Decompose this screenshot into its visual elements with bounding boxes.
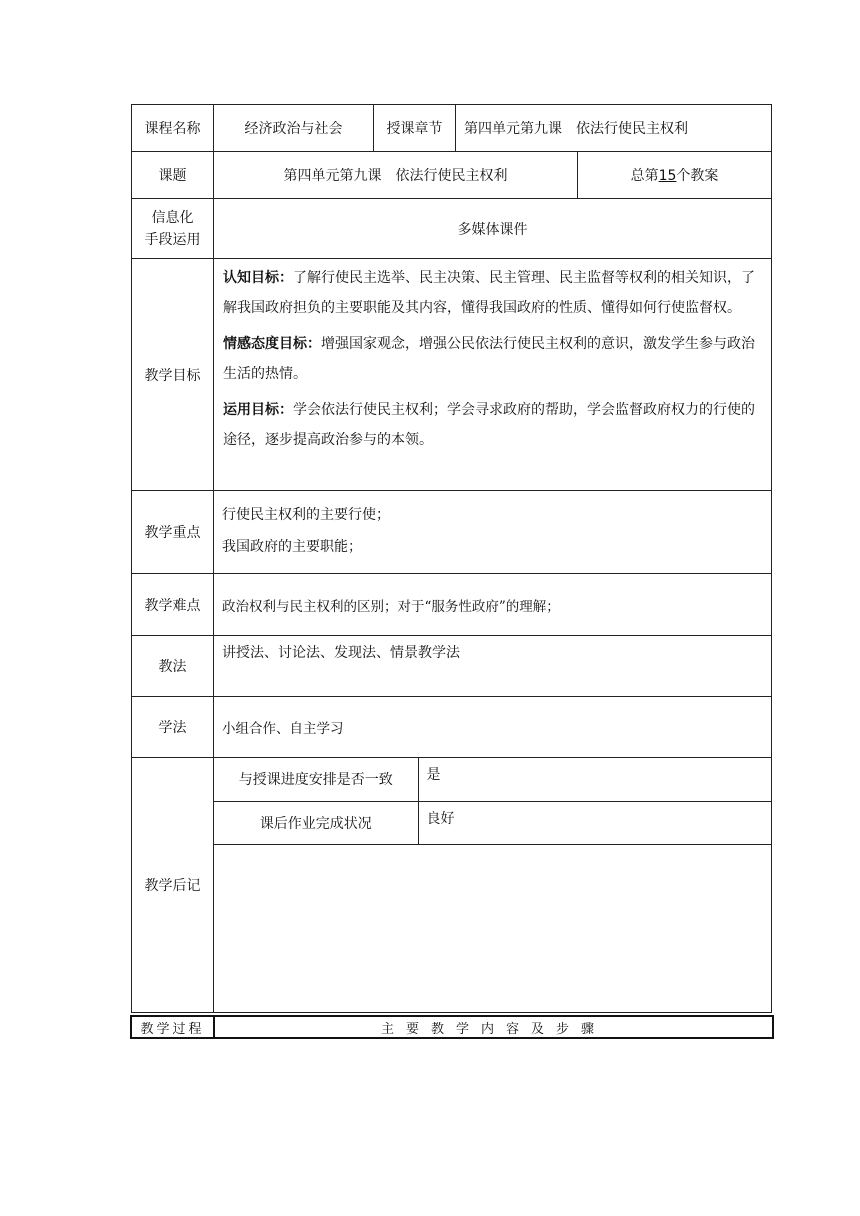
progress-question: 与授课进度安排是否一致: [214, 758, 418, 801]
homework-row: [214, 801, 771, 844]
progress-row: [214, 758, 771, 801]
key-points-row: [132, 491, 772, 574]
info-value: 多媒体课件: [214, 199, 772, 259]
course-row: [132, 105, 772, 152]
info-label: [132, 199, 214, 259]
goals-row: [132, 259, 772, 491]
homework-answer: 良好: [418, 801, 771, 844]
total-suffix: 个教案: [676, 168, 719, 184]
post-notes-table: [214, 758, 771, 1010]
notes-blank-area: [214, 844, 771, 1010]
chapter-label: 授课章节: [374, 105, 456, 152]
process-label: 教学过程: [131, 1016, 214, 1038]
method-value: 讲授法、讨论法、发现法、情景教学法: [214, 636, 772, 697]
study-label: 学法: [132, 697, 214, 758]
key-point-1: 行使民主权利的主要行使；: [222, 507, 390, 523]
chapter-value: 第四单元第九课 依法行使民主权利: [456, 105, 772, 152]
info-label-line1: 信息化: [151, 209, 194, 226]
goals-content: [214, 259, 772, 491]
emotion-goal: [223, 329, 763, 389]
process-header-row: [131, 1016, 773, 1038]
info-row: [132, 199, 772, 259]
topic-row: [132, 152, 772, 199]
cognitive-goal-text: 了解行使民主选举、民主决策、民主管理、民主监督等权利的相关知识，了解我国政府担负的主要职能及其内容，懂得我国政府的性质、懂得如何行使监督权。: [223, 270, 755, 316]
post-notes-content: [214, 758, 772, 1013]
topic-value: 第四单元第九课 依法行使民主权利: [214, 152, 578, 199]
goals-label: 教学目标: [132, 259, 214, 491]
info-label-line2: 手段运用: [144, 231, 201, 248]
process-value: 主要教学内容及步骤: [214, 1016, 773, 1038]
method-row: [132, 636, 772, 697]
emotion-goal-title: 情感态度目标：: [223, 336, 321, 352]
difficulty-value: 政治权利与民主权利的区别；对于“服务性政府”的理解；: [214, 574, 772, 636]
apply-goal-text: 学会依法行使民主权利；学会寻求政府的帮助，学会监督政府权力的行使的途径，逐步提高政治参与的本领。: [223, 402, 755, 448]
post-notes-row: [132, 758, 772, 1013]
course-name-value: 经济政治与社会: [214, 105, 374, 152]
lesson-plan-table: [131, 104, 772, 1013]
process-header-table: [130, 1015, 774, 1039]
difficulty-label: 教学难点: [132, 574, 214, 636]
homework-question: 课后作业完成状况: [214, 801, 418, 844]
course-name-label: 课程名称: [132, 105, 214, 152]
method-label: 教法: [132, 636, 214, 697]
study-value: 小组合作、自主学习: [214, 697, 772, 758]
cognitive-goal: [223, 263, 763, 323]
emotion-goal-text: 增强国家观念，增强公民依法行使民主权利的意识，激发学生参与政治生活的热情。: [223, 336, 755, 382]
apply-goal: [223, 395, 763, 455]
total-plan-count: [578, 152, 772, 199]
difficulty-row: [132, 574, 772, 636]
total-prefix: 总第: [630, 168, 659, 184]
key-point-2: 我国政府的主要职能；: [222, 539, 362, 555]
topic-label: 课题: [132, 152, 214, 199]
cognitive-goal-title: 认知目标：: [223, 270, 293, 286]
key-points-label: 教学重点: [132, 491, 214, 574]
progress-answer: 是: [418, 758, 771, 801]
total-number: 15: [658, 168, 677, 184]
key-points-content: [214, 491, 772, 574]
apply-goal-title: 运用目标：: [223, 402, 293, 418]
study-row: [132, 697, 772, 758]
post-notes-label: 教学后记: [132, 758, 214, 1013]
